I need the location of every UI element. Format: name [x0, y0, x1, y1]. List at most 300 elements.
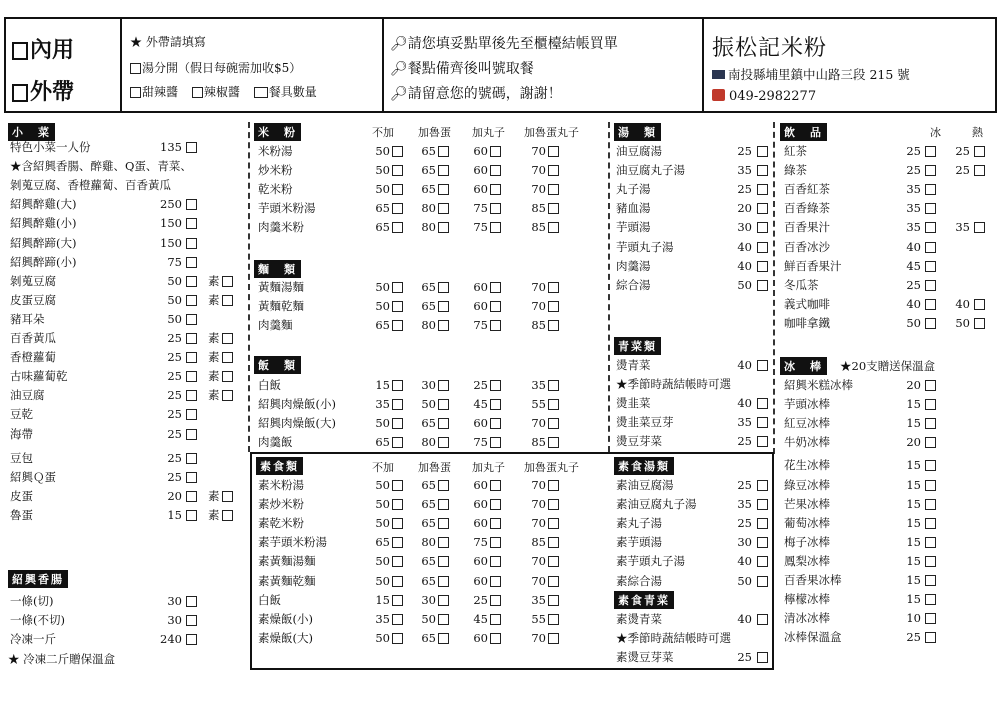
menu-item-checkbox[interactable] [438, 399, 449, 410]
menu-item-checkbox[interactable] [490, 203, 501, 214]
menu-item-checkbox[interactable] [548, 537, 559, 548]
drink-name: 百香冰沙 [784, 239, 830, 254]
menu-item-checkbox[interactable] [392, 399, 403, 410]
menu-item-checkbox[interactable] [392, 595, 403, 606]
menu-item-checkbox[interactable] [392, 203, 403, 214]
side-dish-checkbox[interactable] [186, 238, 197, 249]
menu-item-price: 60 [473, 554, 488, 569]
drink-ice-checkbox[interactable] [925, 146, 936, 157]
menu-item-name: 紹興肉燥飯(大) [258, 416, 336, 431]
menu-item-checkbox[interactable] [490, 499, 501, 510]
menu-item-checkbox[interactable] [757, 576, 768, 587]
menu-item-price: 55 [531, 611, 546, 626]
utensils-label: 餐具數量 [268, 85, 317, 99]
drink-name: 百香紅茶 [784, 182, 830, 197]
popsicle-price: 15 [906, 553, 921, 568]
menu-item-checkbox[interactable] [757, 398, 768, 409]
menu-item-price: 35 [531, 378, 546, 392]
vegetarian-marker: 素 [208, 273, 220, 288]
menu-item-checkbox[interactable] [392, 320, 403, 331]
menu-item-checkbox[interactable] [757, 518, 768, 529]
menu-item-price: 50 [375, 144, 390, 158]
side-dish-name: ★含紹興香腸、醉雞、Q蛋、青菜、 [10, 159, 192, 174]
menu-item-name: 芋頭米粉湯 [258, 201, 316, 216]
magnifier-icon: 🔎︎ [390, 86, 408, 102]
menu-item-checkbox[interactable] [490, 282, 501, 293]
side-dish-price: 25 [167, 369, 182, 384]
menu-item-checkbox[interactable] [757, 537, 768, 548]
chili-pepper-checkbox[interactable] [192, 87, 203, 98]
side-dish-checkbox[interactable] [186, 142, 197, 153]
menu-item-name: 素燙青菜 [616, 612, 662, 626]
menu-item-price: 60 [473, 573, 488, 588]
menu-item-price: 75 [473, 220, 488, 235]
popsicle-checkbox[interactable] [925, 594, 936, 605]
menu-item-checkbox[interactable] [438, 301, 449, 312]
menu-item-price: 60 [473, 144, 488, 158]
menu-item-name: 白飯 [258, 592, 281, 607]
drink-ice-price: 25 [906, 163, 921, 178]
menu-item-checkbox[interactable] [392, 537, 403, 548]
menu-item-checkbox[interactable] [392, 576, 403, 587]
menu-item-checkbox[interactable] [757, 652, 768, 663]
menu-item-price: 65 [421, 478, 436, 492]
sausage-name: 冷凍一斤 [10, 632, 56, 647]
menu-item-checkbox[interactable] [548, 595, 559, 606]
menu-item-checkbox[interactable] [490, 576, 501, 587]
menu-item-checkbox[interactable] [757, 556, 768, 567]
drink-ice-checkbox[interactable] [925, 203, 936, 214]
menu-item-price: 60 [473, 299, 488, 314]
menu-item-checkbox[interactable] [548, 320, 559, 331]
side-dish-name: 皮蛋豆腐 [10, 292, 56, 307]
menu-item-checkbox[interactable] [757, 242, 768, 253]
side-dish-checkbox[interactable] [186, 472, 197, 483]
menu-item-name: 素乾米粉 [258, 516, 304, 531]
menu-item-checkbox[interactable] [438, 146, 449, 157]
menu-item-checkbox[interactable] [438, 184, 449, 195]
popsicle-price: 20 [906, 378, 921, 392]
menu-item-checkbox[interactable] [757, 360, 768, 371]
sausage-checkbox[interactable] [186, 634, 197, 645]
popsicle-checkbox[interactable] [925, 480, 936, 491]
menu-item-checkbox[interactable] [757, 417, 768, 428]
menu-item-name: 燙青菜 [616, 358, 651, 372]
menu-item-name: 燙豆芽菜 [616, 434, 662, 449]
menu-item-checkbox[interactable] [490, 537, 501, 548]
drink-ice-checkbox[interactable] [925, 242, 936, 253]
menu-item-checkbox[interactable] [490, 518, 501, 529]
drink-ice-checkbox[interactable] [925, 165, 936, 176]
section-title-rice: 飯 類 [254, 356, 301, 374]
drink-name: 百香果汁 [784, 220, 830, 235]
takeout-checkbox[interactable] [12, 84, 28, 102]
menu-item-price: 65 [421, 497, 436, 512]
section-title-vegetarian-soups: 素食湯類 [614, 457, 674, 475]
condiments-row [130, 83, 317, 100]
menu-item-checkbox[interactable] [548, 380, 559, 391]
menu-item-checkbox[interactable] [490, 480, 501, 491]
menu-item-price: 25 [737, 434, 752, 449]
side-dish-checkbox[interactable] [186, 218, 197, 229]
sausage-note: ★ 冷凍二斤贈保溫盒 [8, 652, 116, 666]
popsicle-checkbox[interactable] [925, 632, 936, 643]
menu-item-name: 燙韭菜豆芽 [616, 415, 674, 430]
drink-ice-checkbox[interactable] [925, 184, 936, 195]
menu-item-price: 65 [421, 416, 436, 431]
menu-item-price: 35 [375, 611, 390, 626]
menu-item-price: 50 [375, 280, 390, 294]
magnifier-icon: 🔎︎ [390, 61, 408, 77]
menu-item-checkbox[interactable] [392, 499, 403, 510]
side-dish-price: 135 [160, 140, 182, 154]
menu-item-price: 20 [737, 201, 752, 216]
side-dish-checkbox[interactable] [186, 390, 197, 401]
menu-item-price: 80 [421, 535, 436, 550]
menu-item-checkbox[interactable] [490, 418, 501, 429]
menu-item-price: 65 [375, 220, 390, 235]
sweet-chili-label: 甜辣醬 [142, 85, 179, 99]
popsicle-checkbox[interactable] [925, 418, 936, 429]
drink-ice-checkbox[interactable] [925, 318, 936, 329]
menu-item-checkbox[interactable] [392, 418, 403, 429]
menu-item-checkbox[interactable] [392, 518, 403, 529]
menu-item-price: 50 [737, 277, 752, 292]
sausage-checkbox[interactable] [186, 596, 197, 607]
dine-in-option[interactable] [12, 33, 74, 64]
menu-item-name: 燙韭菜 [616, 396, 651, 411]
menu-item-price: 40 [737, 358, 752, 372]
menu-item-checkbox[interactable] [392, 614, 403, 625]
menu-item-name: 素芋頭丸子湯 [616, 554, 685, 569]
menu-item-checkbox[interactable] [548, 418, 559, 429]
menu-item-name: 素綜合湯 [616, 573, 662, 588]
menu-item-name: 肉羹湯 [616, 258, 651, 273]
menu-item-name: 炒米粉 [258, 163, 293, 178]
instruction-3 [390, 83, 562, 103]
side-dish-checkbox[interactable] [186, 257, 197, 268]
menu-item-price: 60 [473, 497, 488, 512]
menu-item-checkbox[interactable] [548, 203, 559, 214]
popsicle-price: 15 [906, 416, 921, 431]
popsicle-price: 15 [906, 592, 921, 607]
menu-item-checkbox[interactable] [490, 301, 501, 312]
takeout-option[interactable] [12, 75, 74, 106]
popsicle-checkbox[interactable] [925, 613, 936, 624]
popsicle-price: 10 [906, 611, 921, 626]
drink-hot-checkbox[interactable] [974, 318, 985, 329]
menu-item-checkbox[interactable] [757, 146, 768, 157]
sausage-checkbox[interactable] [186, 615, 197, 626]
separate-soup-checkbox[interactable] [130, 63, 141, 74]
popsicle-price: 25 [906, 630, 921, 645]
sausage-name: 一條(不切) [10, 613, 65, 628]
side-dish-price: 25 [167, 426, 182, 441]
popsicle-name: 鳳梨冰棒 [784, 553, 830, 568]
side-dish-checkbox[interactable] [186, 276, 197, 287]
vegetarian-checkbox[interactable] [222, 276, 233, 287]
menu-item-checkbox[interactable] [490, 320, 501, 331]
menu-item-checkbox[interactable] [548, 437, 559, 448]
menu-item-price: 75 [473, 435, 488, 450]
menu-item-price: 65 [375, 535, 390, 550]
popsicle-checkbox[interactable] [925, 575, 936, 586]
menu-item-checkbox[interactable] [757, 203, 768, 214]
menu-item-checkbox[interactable] [392, 146, 403, 157]
vegetarian-checkbox[interactable] [222, 295, 233, 306]
popsicle-price: 15 [906, 397, 921, 412]
menu-item-checkbox[interactable] [757, 184, 768, 195]
menu-item-checkbox[interactable] [548, 518, 559, 529]
menu-item-checkbox[interactable] [548, 222, 559, 233]
menu-item-price: 40 [737, 396, 752, 411]
menu-item-checkbox[interactable] [548, 301, 559, 312]
menu-item-checkbox[interactable] [490, 146, 501, 157]
menu-item-price: 25 [737, 650, 752, 665]
menu-item-name: 素油豆腐湯 [616, 478, 674, 492]
menu-item-checkbox[interactable] [548, 633, 559, 644]
menu-item-checkbox[interactable] [438, 518, 449, 529]
side-dish-checkbox[interactable] [186, 453, 197, 464]
menu-item-checkbox[interactable] [392, 380, 403, 391]
menu-item-checkbox[interactable] [438, 614, 449, 625]
popsicle-name: 芋頭冰棒 [784, 397, 830, 412]
menu-item-checkbox[interactable] [438, 203, 449, 214]
menu-item-checkbox[interactable] [757, 614, 768, 625]
side-dish-price: 25 [167, 331, 182, 345]
menu-item-checkbox[interactable] [757, 480, 768, 491]
option-column-header: 加魯蛋丸子 [524, 461, 579, 474]
menu-item-price: 30 [421, 378, 436, 392]
popsicle-name: 牛奶冰棒 [784, 435, 830, 450]
menu-item-price: 25 [473, 592, 488, 607]
vegetarian-checkbox[interactable] [222, 352, 233, 363]
menu-item-price: 80 [421, 220, 436, 235]
side-dish-checkbox[interactable] [186, 510, 197, 521]
menu-item-price: 65 [375, 318, 390, 333]
vegetarian-checkbox[interactable] [222, 390, 233, 401]
menu-item-checkbox[interactable] [490, 399, 501, 410]
menu-item-checkbox[interactable] [392, 165, 403, 176]
menu-item-name: 素芋頭米粉湯 [258, 535, 327, 550]
menu-item-checkbox[interactable] [548, 184, 559, 195]
option-column-header: 加魯蛋 [418, 126, 451, 139]
menu-item-checkbox[interactable] [392, 222, 403, 233]
drink-hot-checkbox[interactable] [974, 222, 985, 233]
popsicle-name: 綠豆冰棒 [784, 477, 830, 492]
menu-item-checkbox[interactable] [757, 165, 768, 176]
menu-item-price: 80 [421, 435, 436, 450]
popsicle-checkbox[interactable] [925, 518, 936, 529]
drink-hot-checkbox[interactable] [974, 146, 985, 157]
side-dish-price: 25 [167, 388, 182, 403]
utensils-checkbox[interactable] [254, 87, 268, 98]
menu-item-name: 黃麵乾麵 [258, 299, 304, 314]
section-title-popsicles: 冰 棒 [780, 357, 827, 375]
popsicle-name: 百香果冰棒 [784, 573, 842, 587]
side-dish-price: 50 [167, 311, 182, 326]
drink-ice-price: 40 [906, 296, 921, 311]
menu-item-checkbox[interactable] [438, 576, 449, 587]
section-title-vegetarian: 素食類 [256, 457, 303, 475]
menu-item-checkbox[interactable] [438, 556, 449, 567]
side-dish-checkbox[interactable] [186, 295, 197, 306]
popsicle-checkbox[interactable] [925, 460, 936, 471]
drink-ice-checkbox[interactable] [925, 222, 936, 233]
instructions-box [382, 17, 704, 113]
menu-item-price: 60 [473, 280, 488, 294]
drink-hot-checkbox[interactable] [974, 165, 985, 176]
menu-item-name: 丸子湯 [616, 182, 651, 197]
menu-item-checkbox[interactable] [438, 418, 449, 429]
side-dish-checkbox[interactable] [186, 333, 197, 344]
section-title-rice-noodles: 米 粉 [254, 123, 301, 141]
popsicle-checkbox[interactable] [925, 437, 936, 448]
side-dish-price: 15 [167, 507, 182, 522]
menu-item-checkbox[interactable] [490, 595, 501, 606]
side-dish-checkbox[interactable] [186, 352, 197, 363]
popsicle-checkbox[interactable] [925, 399, 936, 410]
menu-item-price: 70 [531, 299, 546, 314]
menu-item-checkbox[interactable] [490, 380, 501, 391]
menu-item-price: 70 [531, 630, 546, 645]
drink-ice-checkbox[interactable] [925, 299, 936, 310]
menu-item-checkbox[interactable] [757, 280, 768, 291]
menu-item-price: 40 [737, 612, 752, 626]
popsicle-name: 葡萄冰棒 [784, 515, 830, 530]
dine-in-checkbox[interactable] [12, 42, 28, 60]
shop-phone [712, 89, 816, 104]
drink-hot-checkbox[interactable] [974, 299, 985, 310]
menu-item-price: 70 [531, 416, 546, 431]
menu-item-checkbox[interactable] [757, 499, 768, 510]
separate-soup-option[interactable] [130, 59, 301, 76]
menu-item-checkbox[interactable] [548, 556, 559, 567]
popsicle-price: 20 [906, 435, 921, 450]
menu-item-checkbox[interactable] [548, 576, 559, 587]
menu-item-checkbox[interactable] [548, 282, 559, 293]
side-dish-name: 皮蛋 [10, 488, 33, 503]
vegetarian-checkbox[interactable] [222, 371, 233, 382]
menu-item-checkbox[interactable] [438, 320, 449, 331]
side-dish-name: 古味蘿蔔乾 [10, 369, 68, 384]
hot-column-header: 熱 [972, 126, 983, 139]
popsicle-name: 檸檬冰棒 [784, 592, 830, 607]
menu-item-checkbox[interactable] [392, 437, 403, 448]
menu-item-checkbox[interactable] [490, 222, 501, 233]
menu-item-checkbox[interactable] [490, 633, 501, 644]
menu-item-checkbox[interactable] [757, 222, 768, 233]
menu-item-checkbox[interactable] [548, 399, 559, 410]
menu-item-checkbox[interactable] [490, 184, 501, 195]
sweet-chili-checkbox[interactable] [130, 87, 141, 98]
menu-item-price: 65 [421, 573, 436, 588]
side-dish-checkbox[interactable] [186, 314, 197, 325]
popsicle-name: 清冰冰棒 [784, 611, 830, 626]
menu-item-checkbox[interactable] [548, 499, 559, 510]
menu-item-price: 80 [421, 318, 436, 333]
menu-item-checkbox[interactable] [438, 165, 449, 176]
bookmark-icon [712, 70, 725, 79]
menu-item-checkbox[interactable] [438, 595, 449, 606]
vegetarian-marker: 素 [208, 292, 220, 307]
instruction-1 [390, 33, 618, 53]
popsicle-checkbox[interactable] [925, 380, 936, 391]
popsicle-checkbox[interactable] [925, 556, 936, 567]
menu-item-checkbox[interactable] [438, 380, 449, 391]
menu-item-checkbox[interactable] [392, 480, 403, 491]
menu-item-price: 60 [473, 516, 488, 531]
menu-item-checkbox[interactable] [438, 437, 449, 448]
side-dish-checkbox[interactable] [186, 491, 197, 502]
drink-ice-price: 40 [906, 239, 921, 254]
phone-text: 049-2982277 [729, 89, 817, 104]
menu-item-price: 60 [473, 478, 488, 492]
menu-item-checkbox[interactable] [392, 633, 403, 644]
menu-item-price: 50 [375, 478, 390, 492]
menu-item-checkbox[interactable] [490, 614, 501, 625]
menu-item-checkbox[interactable] [548, 480, 559, 491]
drink-ice-checkbox[interactable] [925, 261, 936, 272]
instruction-2 [390, 58, 534, 78]
menu-item-name: 米粉湯 [258, 144, 293, 158]
menu-item-checkbox[interactable] [490, 165, 501, 176]
menu-item-price: 65 [375, 435, 390, 450]
menu-item-checkbox[interactable] [438, 537, 449, 548]
popsicle-checkbox[interactable] [925, 537, 936, 548]
side-dish-checkbox[interactable] [186, 371, 197, 382]
menu-item-checkbox[interactable] [438, 222, 449, 233]
menu-item-checkbox[interactable] [438, 499, 449, 510]
menu-item-checkbox[interactable] [438, 480, 449, 491]
menu-item-price: 85 [531, 201, 546, 216]
popsicle-name: 紅豆冰棒 [784, 416, 830, 431]
side-dish-checkbox[interactable] [186, 409, 197, 420]
menu-item-price: 50 [375, 182, 390, 197]
menu-item-checkbox[interactable] [490, 437, 501, 448]
menu-item-checkbox[interactable] [392, 556, 403, 567]
menu-item-checkbox[interactable] [392, 282, 403, 293]
menu-item-checkbox[interactable] [392, 301, 403, 312]
menu-item-checkbox[interactable] [548, 614, 559, 625]
vegetarian-checkbox[interactable] [222, 491, 233, 502]
menu-item-name: 素米粉湯 [258, 478, 304, 492]
menu-item-checkbox[interactable] [392, 184, 403, 195]
popsicle-checkbox[interactable] [925, 499, 936, 510]
menu-item-checkbox[interactable] [438, 282, 449, 293]
menu-item-price: 50 [375, 497, 390, 512]
vegetarian-checkbox[interactable] [222, 510, 233, 521]
side-dish-name: 海帶 [10, 426, 33, 441]
vegetarian-checkbox[interactable] [222, 333, 233, 344]
menu-item-checkbox[interactable] [757, 261, 768, 272]
menu-item-name: 素油豆腐丸子湯 [616, 497, 697, 512]
menu-item-checkbox[interactable] [548, 165, 559, 176]
drink-name: 鮮百香果汁 [784, 258, 842, 273]
side-dish-checkbox[interactable] [186, 199, 197, 210]
side-dish-checkbox[interactable] [186, 429, 197, 440]
menu-item-price: 75 [473, 318, 488, 333]
menu-item-checkbox[interactable] [548, 146, 559, 157]
menu-item-checkbox[interactable] [490, 556, 501, 567]
instruction-1-text: 請您填妥點單後先至櫃檯結帳買單 [407, 36, 618, 52]
menu-item-checkbox[interactable] [757, 436, 768, 447]
menu-item-checkbox[interactable] [438, 633, 449, 644]
side-dish-price: 25 [167, 450, 182, 465]
menu-item-name: 乾米粉 [258, 182, 293, 197]
menu-item-price: 65 [421, 516, 436, 531]
drink-ice-checkbox[interactable] [925, 280, 936, 291]
